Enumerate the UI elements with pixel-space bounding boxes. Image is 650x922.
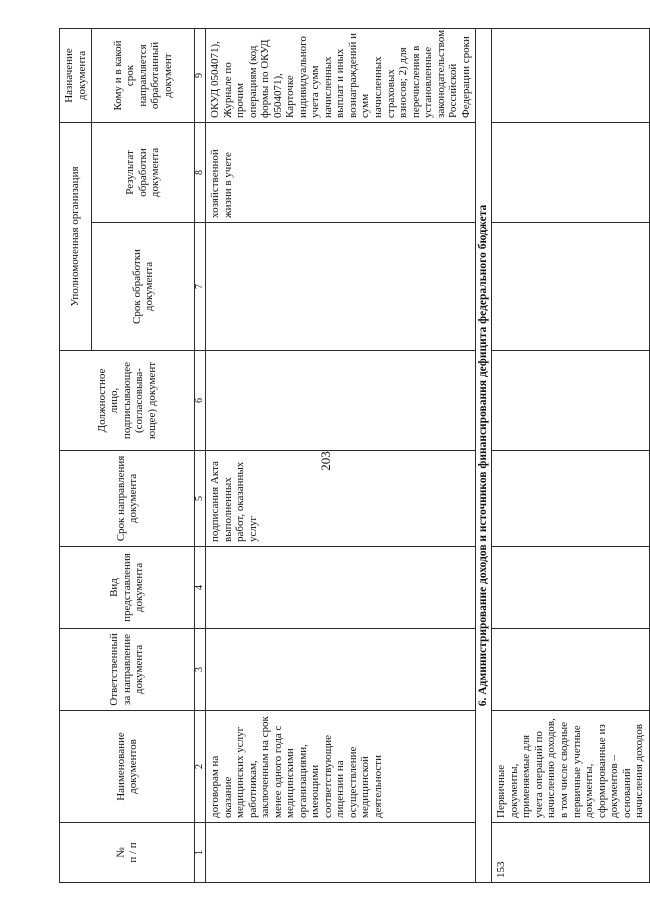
- header-authorized-organization: Уполномоченная организация: [60, 122, 92, 350]
- rotated-table-wrapper: [59, 29, 646, 883]
- header-processing-deadline: Срок обработки документа: [92, 223, 195, 351]
- recipient-cell: ОКУД 0504071), Журнале по прочим операциям (код формы по ОКУД 0504071), Карточке индивидуального учета сумм начисленных выплат и иных вознаграждений и сумм начисленных страховых взносов; 2) для перечисления в установленные законодательством Российской Федерации сроки: [206, 28, 476, 122]
- header-send-deadline: Срок направления документа: [60, 451, 195, 547]
- send-deadline-cell: подписания Акта выполненных работ, оказанных услуг: [206, 451, 476, 547]
- column-number: 3: [195, 629, 206, 711]
- column-number: 7: [195, 223, 206, 351]
- table-row: [492, 28, 649, 882]
- column-number: 5: [195, 451, 206, 547]
- send-deadline-cell: [492, 451, 649, 547]
- header-document-name: Наименование документов: [60, 711, 195, 823]
- signing-official-cell: [492, 351, 649, 451]
- header-recipient: Кому и в какой срок направляется обработанный документ: [92, 28, 195, 122]
- responsible-cell: [492, 629, 649, 711]
- column-number: 2: [195, 711, 206, 823]
- header-document-purpose: Назначение документа: [60, 28, 92, 122]
- header-responsible: Ответственный за направление документа: [60, 629, 195, 711]
- row-number-cell: [206, 823, 476, 883]
- column-number: 8: [195, 122, 206, 222]
- processing-deadline-cell: [492, 223, 649, 351]
- row-number-cell: 153: [492, 823, 649, 883]
- page-number: 203: [318, 451, 333, 471]
- signing-official-cell: [206, 351, 476, 451]
- column-number: 6: [195, 351, 206, 451]
- table-row: [206, 28, 476, 882]
- header-presentation-type: Вид представления документа: [60, 547, 195, 629]
- processing-result-cell: хозяйственной жизни в учете: [206, 122, 476, 222]
- responsible-cell: [206, 629, 476, 711]
- column-number: 1: [195, 823, 206, 883]
- header-processing-result: Результат обработки документа: [92, 122, 195, 222]
- recipient-cell: [492, 28, 649, 122]
- processing-deadline-cell: [206, 223, 476, 351]
- document-table: [59, 28, 650, 883]
- presentation-type-cell: [492, 547, 649, 629]
- section-heading: 6. Администрирование доходов и источников финансирования дефицита федерального бюджета: [476, 28, 492, 882]
- header-signing-official: Должностное лицо, подписывающее (согласовывающее) документ: [60, 351, 195, 451]
- processing-result-cell: [492, 122, 649, 222]
- header-number: № п / п: [60, 823, 195, 883]
- column-number-row: [195, 28, 206, 882]
- column-number: 9: [195, 28, 206, 122]
- section-heading-row: [476, 28, 492, 882]
- document-name-cell: Первичные документы, применяемые для учета операций по начислению доходов, в том числе сводные первичные учетные документы, сформированные из документов – оснований начисления доходов: [492, 711, 649, 823]
- header-row-top: [60, 28, 92, 882]
- column-number: 4: [195, 547, 206, 629]
- presentation-type-cell: [206, 547, 476, 629]
- document-name-cell: договорам на оказание медицинских услуг работникам, заключенным на срок менее одного года с медицинскими организациями, имеющими соответствующие лицензии на осуществление медицинской деятельности: [206, 711, 476, 823]
